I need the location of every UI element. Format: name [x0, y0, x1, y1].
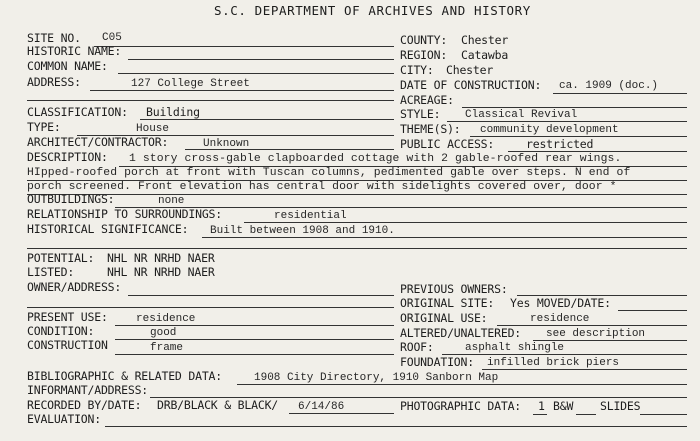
photographic-data-label: PHOTOGRAPHIC DATA: [400, 399, 522, 413]
site-no-label: SITE NO. [27, 31, 81, 45]
informant-label: INFORMANT/ADDRESS: [27, 383, 149, 397]
site-no-line [94, 46, 394, 47]
relationship-line [244, 222, 687, 223]
altered-line [533, 340, 687, 341]
photo-count-line [533, 414, 547, 415]
county-value: Chester [461, 33, 509, 47]
altered-value: see description [546, 328, 646, 340]
architect-label: ARCHITECT/CONTRACTOR: [27, 135, 169, 149]
address-line [90, 90, 394, 91]
potential-label: POTENTIAL: [27, 251, 95, 265]
historical-significance-value: Built between 1908 and 1910. [210, 225, 395, 237]
county-label: COUNTY: [400, 33, 448, 47]
photo-count-value: 1 [538, 399, 545, 413]
photo-slides-line [640, 414, 687, 415]
city-value: Chester [446, 63, 494, 77]
description-label: DESCRIPTION: [27, 150, 108, 164]
roof-line [442, 354, 687, 355]
construction-line [115, 354, 394, 355]
original-use-line [497, 325, 687, 326]
relationship-label: RELATIONSHIP TO SURROUNDINGS: [27, 207, 222, 221]
style-value: Classical Revival [465, 109, 578, 121]
construction-label: CONSTRUCTION [27, 338, 108, 352]
bibliographic-label: BIBLIOGRAPHIC & RELATED DATA: [27, 369, 222, 383]
historical-significance-line [202, 237, 687, 238]
owner-address-label: OWNER/ADDRESS: [27, 280, 122, 294]
classification-line [140, 119, 394, 120]
recorded-date-value: 6/14/86 [298, 401, 345, 413]
foundation-label: FOUNDATION: [400, 355, 474, 369]
condition-line [115, 339, 394, 340]
historical-significance-line-2 [27, 248, 687, 249]
theme-label: THEME(S): [400, 122, 461, 136]
classification-label: CLASSIFICATION: [27, 105, 128, 119]
altered-label: ALTERED/UNALTERED: [400, 326, 522, 340]
address-value: 127 College Street [131, 78, 250, 90]
evaluation-label: EVALUATION: [27, 412, 101, 426]
description-line-1: 1 story cross-gable clapboarded cottage with 2 gable-roofed rear wings. [129, 153, 622, 165]
bibliographic-value: 1908 City Directory, 1910 Sanborn Map [254, 372, 499, 384]
photo-bw-line [576, 414, 596, 415]
type-label: TYPE: [27, 120, 61, 134]
classification-value: Building [146, 105, 200, 119]
roof-value: asphalt shingle [465, 342, 565, 354]
listed-options: NHL NR NRHD NAER [107, 265, 215, 279]
description-line-3: porch screened. Front elevation has central door with sidelights covered over, door * [27, 181, 617, 193]
theme-value: community development [480, 124, 619, 136]
listed-label: LISTED: [27, 265, 75, 279]
site-no-value: C05 [102, 32, 122, 44]
historic-name-label: HISTORIC NAME: [27, 44, 122, 58]
condition-label: CONDITION: [27, 324, 95, 338]
region-value: Catawba [461, 48, 509, 62]
style-line [447, 121, 687, 122]
foundation-value: infilled brick piers [487, 357, 620, 369]
present-use-label: PRESENT USE: [27, 310, 108, 324]
address-line-2 [27, 100, 394, 101]
original-site-line [618, 310, 687, 311]
roof-label: ROOF: [400, 340, 434, 354]
description-rule-3 [27, 194, 687, 195]
outbuildings-label: OUTBUILDINGS: [27, 192, 115, 206]
owner-address-line-2 [27, 307, 394, 308]
evaluation-line [105, 426, 687, 427]
public-access-value: restricted [526, 137, 594, 151]
foundation-line [482, 369, 687, 370]
original-site-label: ORIGINAL SITE: [400, 296, 495, 310]
photo-bw-label: B&W [553, 399, 574, 413]
common-name-line [118, 73, 394, 74]
original-use-label: ORIGINAL USE: [400, 311, 488, 325]
recorded-by-value: DRB/BLACK & BLACK/ [157, 398, 279, 412]
original-site-options: Yes MOVED/DATE: [510, 296, 611, 310]
architect-line [185, 149, 394, 150]
original-use-value: residence [530, 313, 590, 325]
photo-slides-label: SLIDES [600, 399, 641, 413]
relationship-value: residential [274, 210, 347, 222]
date-of-construction-line [553, 93, 687, 94]
outbuildings-value: none [158, 195, 185, 207]
condition-value: good [150, 327, 177, 339]
public-access-line [508, 151, 687, 152]
recorded-by-label: RECORDED BY/DATE: [27, 398, 142, 412]
acreage-line [462, 107, 687, 108]
acreage-label: ACREAGE: [400, 93, 454, 107]
present-use-value: residence [136, 313, 196, 325]
potential-options: NHL NR NRHD NAER [107, 251, 215, 265]
previous-owners-label: PREVIOUS OWNERS: [400, 282, 508, 296]
date-of-construction-value: ca. 1909 (doc.) [559, 80, 659, 92]
type-value: House [136, 123, 170, 135]
style-label: STYLE: [400, 107, 441, 121]
historic-name-line [128, 59, 394, 60]
description-line-2: HIpped-roofed porch at front with Tuscan columns, pedimented gable over steps. N end of [27, 167, 631, 179]
city-label: CITY: [400, 63, 434, 77]
historical-significance-label: HISTORICAL SIGNIFICANCE: [27, 222, 189, 236]
public-access-label: PUBLIC ACCESS: [400, 137, 495, 151]
recorded-by-line [289, 413, 394, 414]
bibliographic-line [237, 384, 687, 385]
address-label: ADDRESS: [27, 75, 81, 89]
region-label: REGION: [400, 48, 448, 62]
common-name-label: COMMON NAME: [27, 59, 108, 73]
construction-value: frame [150, 342, 184, 354]
page-title: S.C. DEPARTMENT OF ARCHIVES AND HISTORY [214, 3, 531, 18]
present-use-line [115, 325, 394, 326]
date-of-construction-label: DATE OF CONSTRUCTION: [400, 78, 542, 92]
architect-value: Unknown [203, 138, 250, 150]
owner-address-line [128, 295, 394, 296]
